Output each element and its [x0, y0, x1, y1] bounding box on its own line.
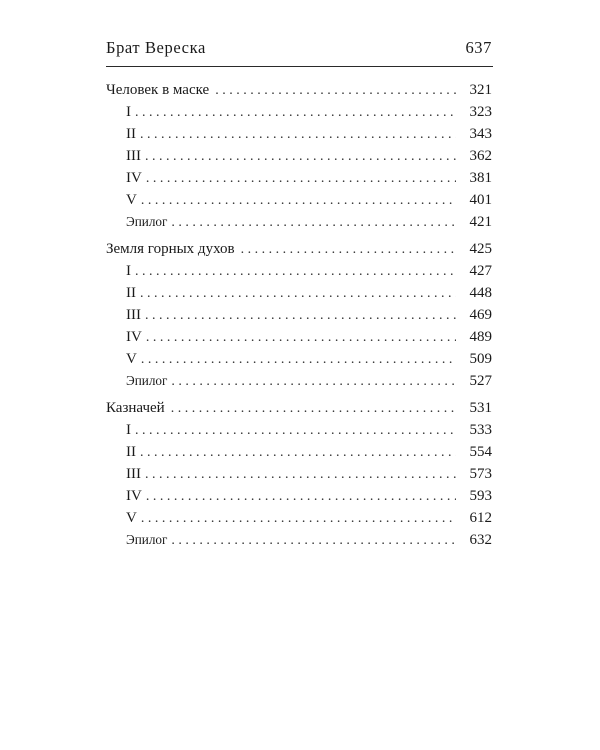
page-number: 637	[465, 38, 492, 57]
entry-label: III	[126, 307, 141, 323]
entry-page: 593	[469, 488, 492, 504]
toc-entry	[106, 123, 492, 145]
toc-section-heading	[106, 397, 492, 419]
toc-entry	[106, 419, 492, 441]
toc-entry	[106, 101, 492, 123]
dot-leader	[140, 283, 456, 305]
entry-page: 509	[469, 351, 492, 367]
entry-label: II	[126, 126, 136, 142]
dot-leader	[145, 146, 456, 168]
entry-label: IV	[126, 329, 142, 345]
dot-leader	[135, 420, 456, 442]
toc-entry	[106, 326, 492, 348]
section-title: Человек в маске	[106, 82, 210, 98]
entry-label: I	[126, 104, 131, 120]
entry-label: II	[126, 444, 136, 460]
entry-page: 362	[469, 148, 492, 164]
dot-leader	[146, 486, 456, 508]
toc-entry	[106, 189, 492, 211]
section-title: Казначей	[106, 400, 165, 416]
toc-entry	[106, 370, 492, 392]
entry-page: 448	[469, 285, 492, 301]
dot-leader	[140, 442, 456, 464]
entry-page: 489	[469, 329, 492, 345]
toc-entry	[106, 145, 492, 167]
entry-label: IV	[126, 170, 142, 186]
dot-leader	[171, 530, 456, 552]
dot-leader	[171, 371, 456, 393]
entry-label: Эпилог	[126, 373, 168, 388]
entry-label: Эпилог	[126, 214, 168, 229]
toc-entry	[106, 211, 492, 233]
entry-label: V	[126, 192, 137, 208]
header-rule	[106, 66, 493, 67]
toc-entry	[106, 348, 492, 370]
dot-leader	[171, 212, 456, 234]
entry-label: III	[126, 466, 141, 482]
toc-section	[106, 79, 492, 233]
entry-page: 573	[469, 466, 492, 482]
toc-entry	[106, 485, 492, 507]
toc-entry	[106, 260, 492, 282]
dot-leader	[171, 398, 456, 420]
dot-leader	[140, 124, 456, 146]
toc-section	[106, 397, 492, 551]
table-of-contents	[106, 79, 492, 551]
dot-leader	[146, 327, 456, 349]
toc-entry	[106, 282, 492, 304]
entry-page: 632	[469, 532, 492, 548]
entry-page: 469	[469, 307, 492, 323]
toc-entry	[106, 463, 492, 485]
dot-leader	[146, 168, 456, 190]
entry-page: 323	[469, 104, 492, 120]
entry-page: 554	[469, 444, 492, 460]
running-head	[106, 38, 492, 62]
entry-page: 427	[469, 263, 492, 279]
entry-label: I	[126, 422, 131, 438]
entry-page: 381	[469, 170, 492, 186]
entry-page: 401	[469, 192, 492, 208]
entry-label: II	[126, 285, 136, 301]
entry-page: 533	[469, 422, 492, 438]
toc-entry	[106, 441, 492, 463]
entry-label: Эпилог	[126, 532, 168, 547]
toc-entry	[106, 529, 492, 551]
toc-section-heading	[106, 238, 492, 260]
entry-label: IV	[126, 488, 142, 504]
entry-page: 343	[469, 126, 492, 142]
entry-page: 612	[469, 510, 492, 526]
toc-section	[106, 238, 492, 392]
section-title: Земля горных духов	[106, 241, 235, 257]
entry-label: I	[126, 263, 131, 279]
entry-page: 421	[469, 214, 492, 230]
dot-leader	[141, 190, 456, 212]
dot-leader	[141, 508, 456, 530]
entry-page: 527	[469, 373, 492, 389]
toc-section-heading	[106, 79, 492, 101]
section-page: 425	[469, 241, 492, 257]
toc-entry	[106, 167, 492, 189]
dot-leader	[215, 80, 456, 102]
entry-label: III	[126, 148, 141, 164]
entry-label: V	[126, 351, 137, 367]
section-page: 531	[469, 400, 492, 416]
toc-entry	[106, 507, 492, 529]
dot-leader	[135, 102, 456, 124]
section-page: 321	[469, 82, 492, 98]
entry-label: V	[126, 510, 137, 526]
dot-leader	[135, 261, 456, 283]
toc-entry	[106, 304, 492, 326]
dot-leader	[145, 305, 456, 327]
dot-leader	[241, 239, 456, 261]
book-title: Брат Вереска	[106, 38, 206, 57]
dot-leader	[145, 464, 456, 486]
dot-leader	[141, 349, 456, 371]
